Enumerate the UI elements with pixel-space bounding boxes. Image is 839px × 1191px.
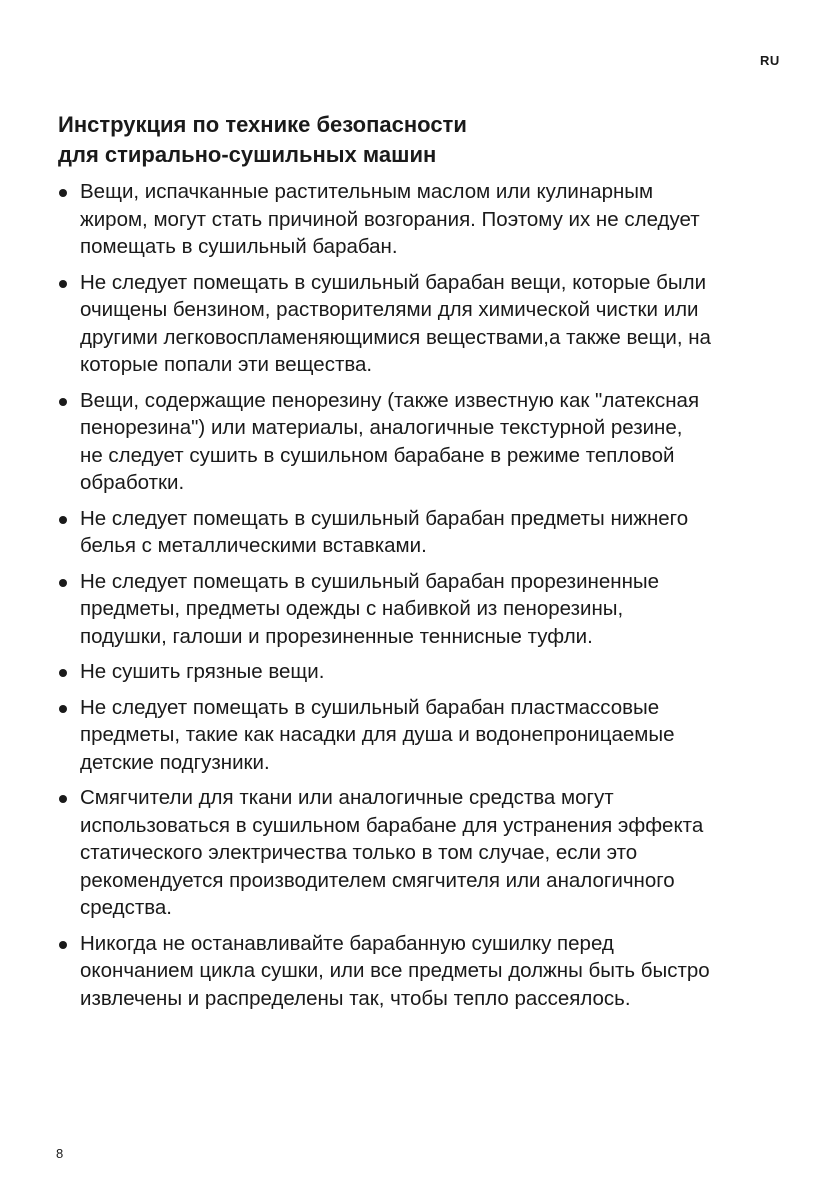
list-item-line: извлечены и распределены так, чтобы тепло рассеялось. bbox=[80, 986, 631, 1010]
list-item bbox=[58, 387, 788, 497]
page-title bbox=[58, 110, 788, 170]
list-item-line: окончанием цикла сушки, или все предметы должны быть быстро bbox=[80, 959, 710, 982]
list-item-line: Вещи, содержащие пенорезину (также известную как "латексная bbox=[80, 388, 700, 412]
list-item bbox=[58, 784, 788, 922]
list-item-line: Вещи, испачканные растительным маслом или кулинарным bbox=[80, 180, 654, 203]
list-item bbox=[58, 505, 788, 560]
list-item-line: которые попали эти вещества. bbox=[80, 353, 373, 376]
list-item-line: подушки, галоши и прорезиненные теннисные туфли. bbox=[80, 624, 593, 648]
list-item-line: Не следует помещать в сушильный барабан прорезиненные bbox=[80, 569, 660, 593]
list-item-line: белья с металлическими вставками. bbox=[80, 534, 427, 557]
list-item bbox=[58, 658, 788, 686]
page-number: 8 bbox=[56, 1146, 64, 1161]
list-item-line: детские подгузники. bbox=[80, 750, 270, 774]
list-item bbox=[58, 269, 788, 379]
list-item bbox=[58, 930, 788, 1013]
list-item bbox=[58, 178, 788, 261]
list-item-line: пенорезина") или материалы, аналогичные текстурной резине, bbox=[80, 416, 683, 439]
page-title-line-1: Инструкция по технике безопасности bbox=[58, 112, 467, 137]
list-item-line: очищены бензином, растворителями для химической чистки или bbox=[80, 298, 699, 321]
list-item-line: другими легковоспламеняющимися веществами,а также вещи, на bbox=[80, 325, 711, 349]
list-item-line: Не следует помещать в сушильный барабан предметы нижнего bbox=[80, 506, 689, 530]
list-item-line: жиром, могут стать причиной возгорания. Поэтому их не следует bbox=[80, 207, 700, 231]
list-item-line: Смягчители для ткани или аналогичные средства могут bbox=[80, 786, 614, 809]
safety-instructions-list bbox=[58, 178, 788, 1012]
list-item-line: использоваться в сушильном барабане для устранения эффекта bbox=[80, 813, 704, 837]
list-item-line: рекомендуется производителем смягчителя или аналогичного bbox=[80, 868, 675, 892]
document-body bbox=[58, 110, 788, 1020]
list-item-line: предметы, такие как насадки для душа и водонепроницаемые bbox=[80, 723, 675, 746]
list-item bbox=[58, 568, 788, 651]
list-item-line: Не следует помещать в сушильный барабан пластмассовые bbox=[80, 695, 660, 719]
list-item-line: обработки. bbox=[80, 471, 185, 494]
list-item-line: статического электричества только в том случае, если это bbox=[80, 841, 638, 864]
list-item-line: Никогда не останавливайте барабанную сушилку перед bbox=[80, 931, 614, 955]
page-title-line-2: для стирально-сушильных машин bbox=[58, 142, 437, 167]
list-item-line: Не сушить грязные вещи. bbox=[80, 660, 325, 683]
list-item bbox=[58, 694, 788, 777]
list-item-line: предметы, предметы одежды с набивкой из пенорезины, bbox=[80, 597, 624, 620]
list-item-line: Не следует помещать в сушильный барабан вещи, которые были bbox=[80, 270, 707, 294]
list-item-line: помещать в сушильный барабан. bbox=[80, 235, 398, 258]
language-tag: RU bbox=[760, 53, 780, 68]
list-item-line: средства. bbox=[80, 896, 172, 919]
list-item-line: не следует сушить в сушильном барабане в режиме тепловой bbox=[80, 443, 675, 467]
